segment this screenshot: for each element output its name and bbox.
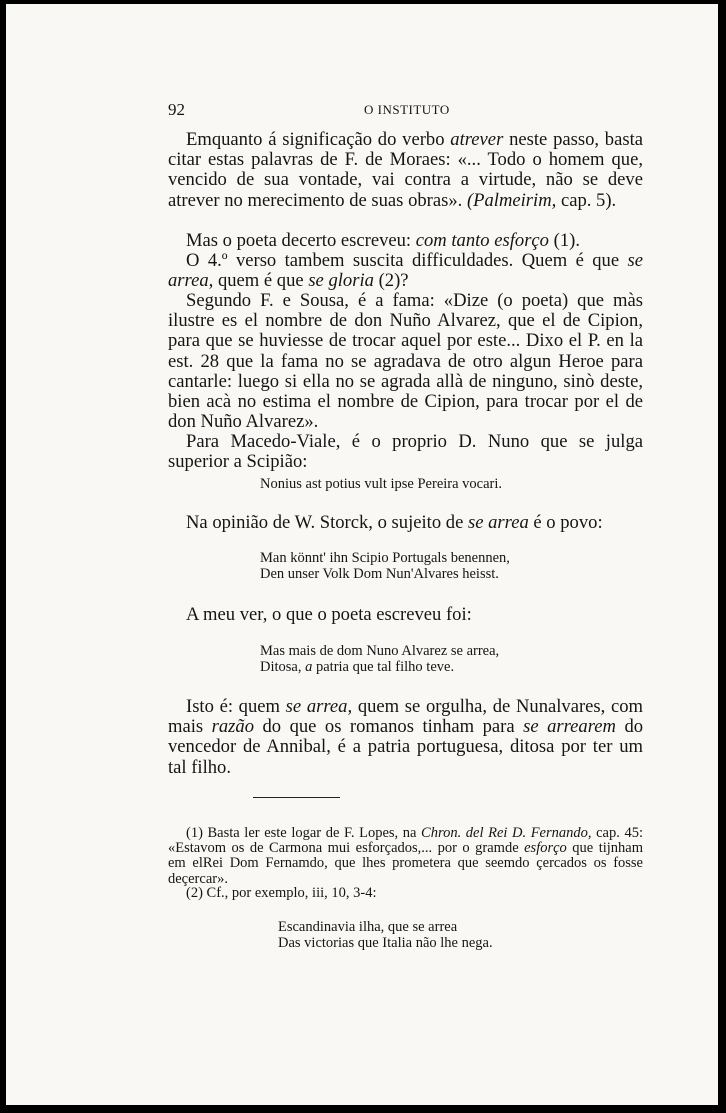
text-span: Segundo F. e Sousa, é a fama: «Dize (o poeta) que màs ilustre es el nombre de don Nuño Alvarez, que el de Cipion, para que se huviesse de trocar aquel por este... Dixo el P. en la est. 28 que la fama no se agradava de otro algun Heroe para cantarle: luego si ella no se agrada allà de ninguno, sinò deste, bien acà no estima el nombre de Cipion, para trocar por el de don Nuño Alvarez». xyxy=(168,290,643,433)
text-span: Mas o poeta decerto escreveu: xyxy=(186,230,412,251)
portuguese-quote xyxy=(168,643,643,675)
paragraph-storck xyxy=(168,513,643,533)
text-span: cap. 5). xyxy=(560,189,617,211)
paragraph-fourth-verse xyxy=(168,251,643,291)
quote-line: Den unser Volk Dom Nun'Alvares heisst. xyxy=(260,566,499,582)
footnote-italic: esforço xyxy=(524,840,567,857)
footnote-text: que tijnham em elRei Dom Fernamdo, que lhes prometera que seemdo çercados os fosse deçercar». xyxy=(168,840,644,887)
quote-line: Nonius ast potius vult ipse Pereira vocari. xyxy=(260,476,503,492)
italic-word: razão xyxy=(211,716,254,738)
text-span: Emquanto á significação do verbo xyxy=(186,129,445,150)
german-quote xyxy=(168,550,643,582)
page-number: 92 xyxy=(168,100,185,119)
footnote-text: (1) Basta ler este logar de F. Lopes, na xyxy=(186,825,417,841)
footnote-divider xyxy=(253,797,340,798)
citation: (Palmeirim, xyxy=(466,189,557,211)
footnote-quote xyxy=(168,919,643,951)
text-span: quem se orgulha, de Nunalvares, com mais xyxy=(168,696,643,738)
paragraph-poet-wrote xyxy=(168,231,643,251)
running-title: O INSTITUTO xyxy=(364,102,450,117)
footnote-ref: (2)? xyxy=(378,270,409,292)
text-span: Isto é: quem xyxy=(186,696,280,717)
page-header xyxy=(168,100,643,122)
italic-phrase: se gloria xyxy=(308,270,374,292)
paragraph-macedo-viale xyxy=(168,432,643,472)
footnote-2 xyxy=(168,886,643,901)
text-span: do vencedor de Annibal, é a patria portuguesa, ditosa por ter um tal filho. xyxy=(168,716,644,778)
footnote-ref: (1). xyxy=(553,230,580,251)
quote-line: Mas mais de dom Nuno Alvarez se arrea, xyxy=(260,643,500,659)
quote-line: Das victorias que Italia não lhe nega. xyxy=(278,935,493,951)
footnote-1 xyxy=(168,826,643,887)
paragraph-my-view xyxy=(168,605,643,625)
paragraph-sousa xyxy=(168,291,643,432)
italic-phrase: se arrearem xyxy=(523,716,616,738)
quote-text: Ditosa, xyxy=(260,659,302,675)
footnote-text: cap. 45: «Estavom os de Carmona mui esforçados,... por o gramde xyxy=(168,825,643,857)
italic-phrase: se arrea xyxy=(467,512,529,533)
italic-word: a xyxy=(305,659,313,675)
text-span: quem é que xyxy=(217,270,304,292)
text-span: Para Macedo-Viale, é o proprio D. Nuno que se julga superior a Scipião: xyxy=(168,431,643,473)
text-span: O 4.º verso tambem suscita difficuldades. Quem é que xyxy=(186,250,620,271)
italic-term: atrever xyxy=(450,129,504,150)
quote-line: Escandinavia ilha, que se arrea xyxy=(278,919,458,935)
text-span: Na opinião de W. Storck, o sujeito de xyxy=(186,512,464,533)
quote-line: Man könnt' ihn Scipio Portugals benennen, xyxy=(260,550,510,566)
paragraph-conclusion xyxy=(168,697,643,778)
text-span: A meu ver, o que o poeta escreveu foi: xyxy=(186,604,472,625)
italic-phrase: com tanto esforço xyxy=(415,230,549,251)
paragraph-verb-meaning xyxy=(168,130,643,211)
text-span: neste passo, basta citar estas palavras de F. de Moraes: «... Todo o homem que, vencido de sua vontade, vai contra a virtude, não se deve atrever no merecimento de suas obras». xyxy=(168,129,644,211)
italic-phrase: se arrea, xyxy=(168,250,643,292)
text-span: do que os romanos tinham para xyxy=(262,716,515,738)
quote-text: patria que tal filho teve. xyxy=(315,659,455,675)
footnote-text: (2) Cf., por exemplo, iii, 10, 3-4: xyxy=(186,885,377,901)
italic-phrase: se arrea, xyxy=(285,696,353,717)
footnote-citation: Chron. del Rei D. Fernando, xyxy=(421,825,592,841)
latin-quote xyxy=(168,476,643,492)
text-span: é o povo: xyxy=(533,512,603,533)
